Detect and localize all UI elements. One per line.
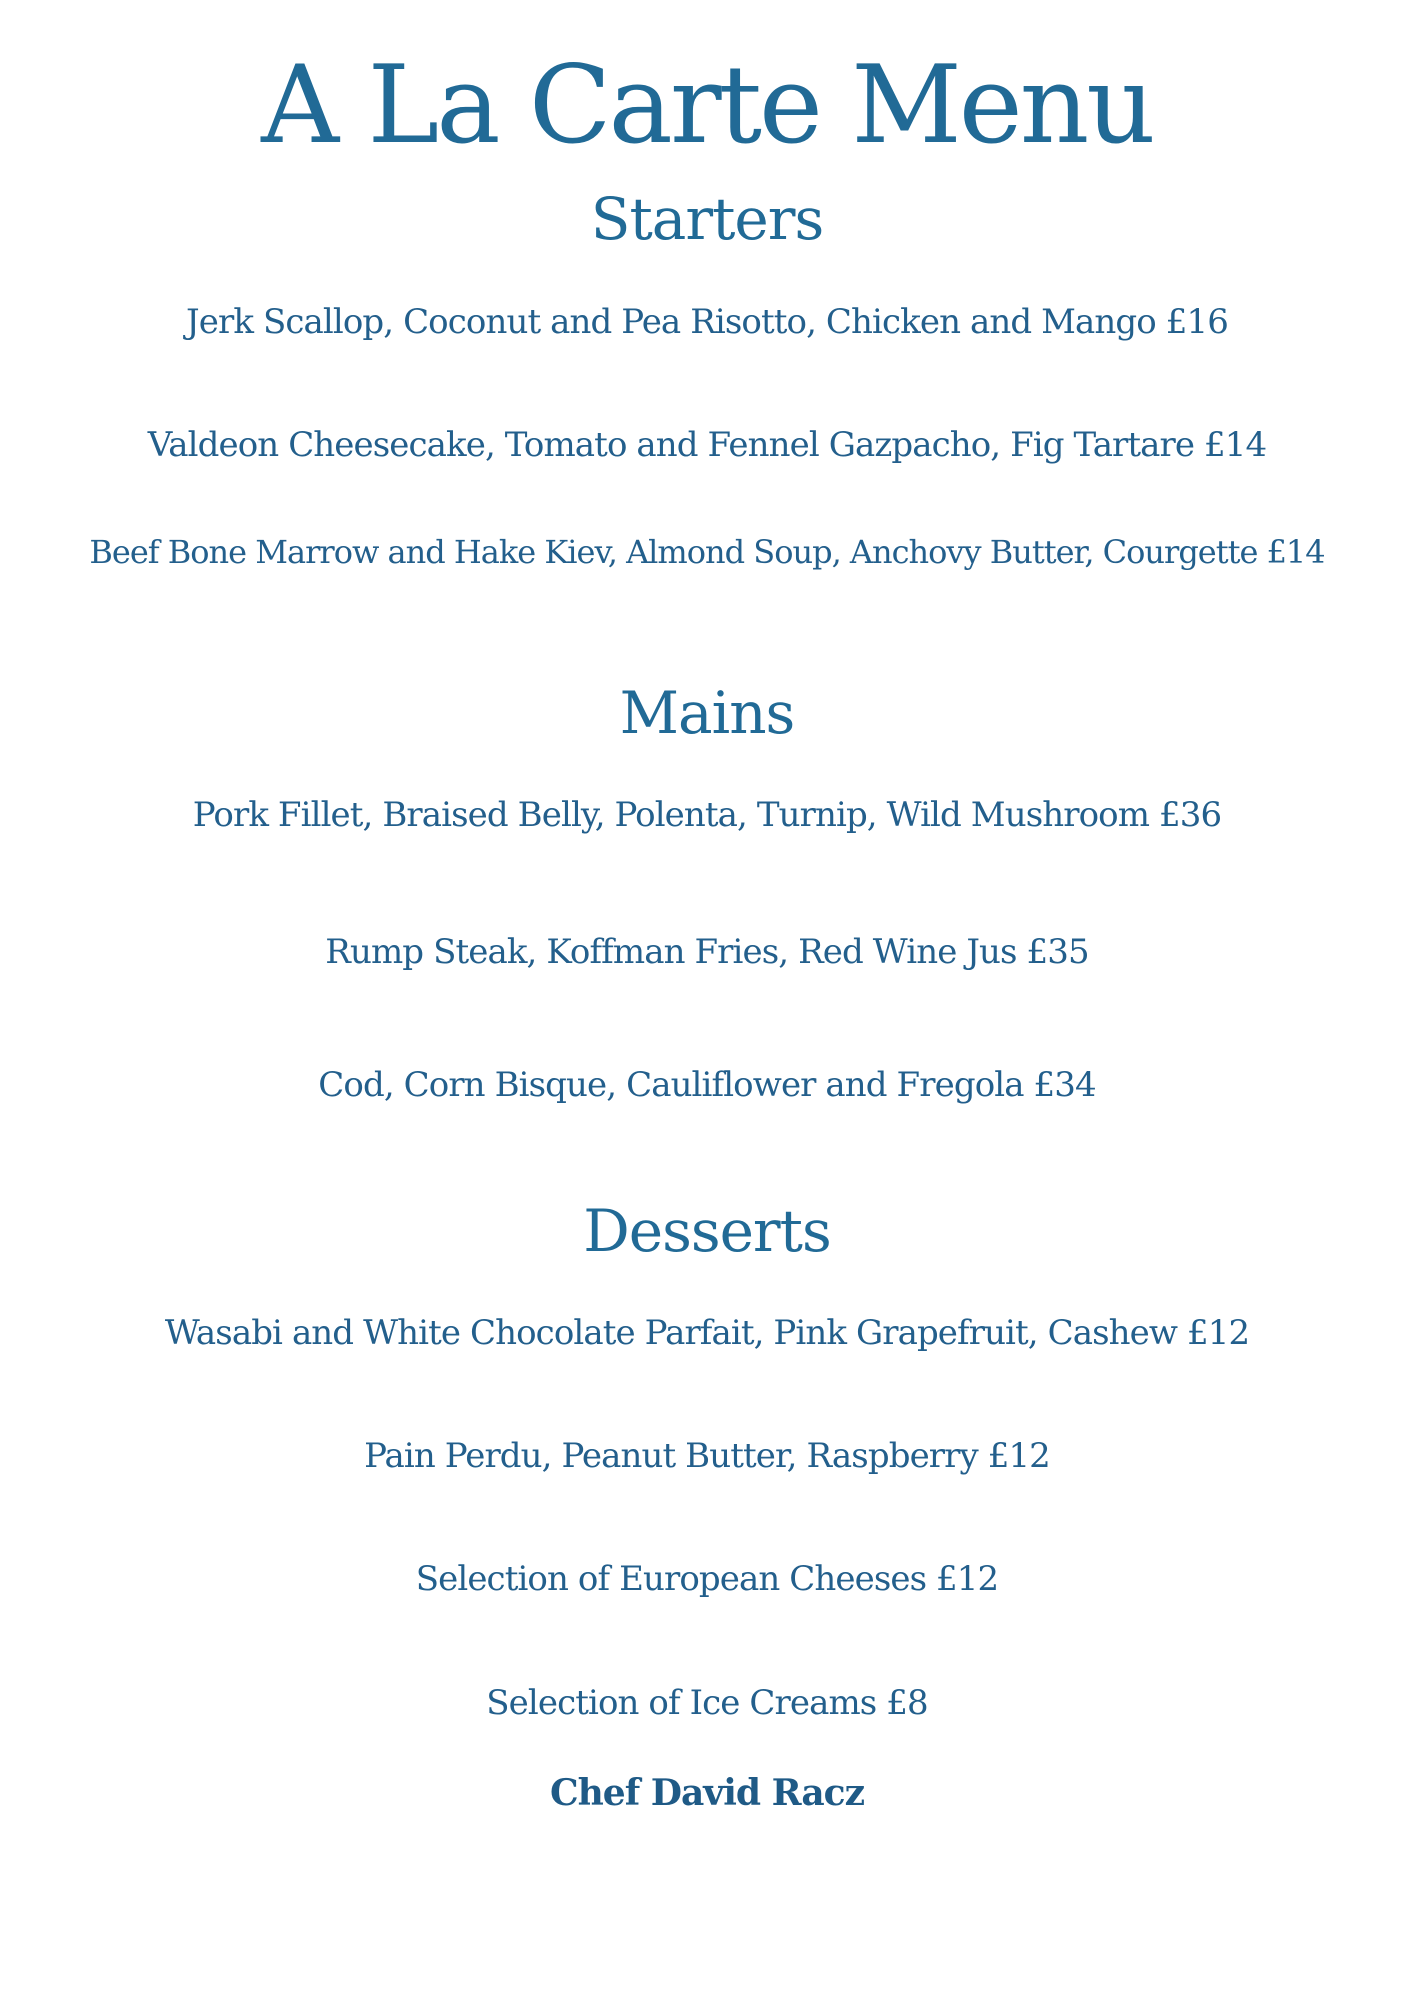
menu-item-starter: Beef Bone Marrow and Hake Kiev, Almond Soup, Anchovy Butter, Courgette £14 xyxy=(89,533,1325,571)
menu-item-dessert: Selection of Ice Creams £8 xyxy=(486,1683,928,1723)
menu-item-starter: Valdeon Cheesecake, Tomato and Fennel Gazpacho, Fig Tartare £14 xyxy=(147,425,1267,465)
menu-item-dessert: Selection of European Cheeses £12 xyxy=(415,1559,999,1599)
menu-item-main: Cod, Corn Bisque, Cauliflower and Fregola £34 xyxy=(318,1065,1096,1105)
menu-item-dessert: Pain Perdu, Peanut Butter, Raspberry £12 xyxy=(364,1436,1050,1476)
section-heading-desserts: Desserts xyxy=(583,1197,831,1265)
menu-item-starter: Jerk Scallop, Coconut and Pea Risotto, Chicken and Mango £16 xyxy=(186,302,1228,342)
chef-signature: Chef David Racz xyxy=(549,1772,865,1814)
menu-item-dessert: Wasabi and White Chocolate Parfait, Pink Grapefruit, Cashew £12 xyxy=(164,1313,1250,1353)
section-heading-mains: Mains xyxy=(619,679,795,747)
section-heading-starters: Starters xyxy=(590,185,824,253)
menu-item-main: Rump Steak, Koffman Fries, Red Wine Jus £35 xyxy=(325,932,1089,972)
menu-item-main: Pork Fillet, Braised Belly, Polenta, Turnip, Wild Mushroom £36 xyxy=(192,795,1222,835)
menu-title: A La Carte Menu xyxy=(261,43,1153,168)
